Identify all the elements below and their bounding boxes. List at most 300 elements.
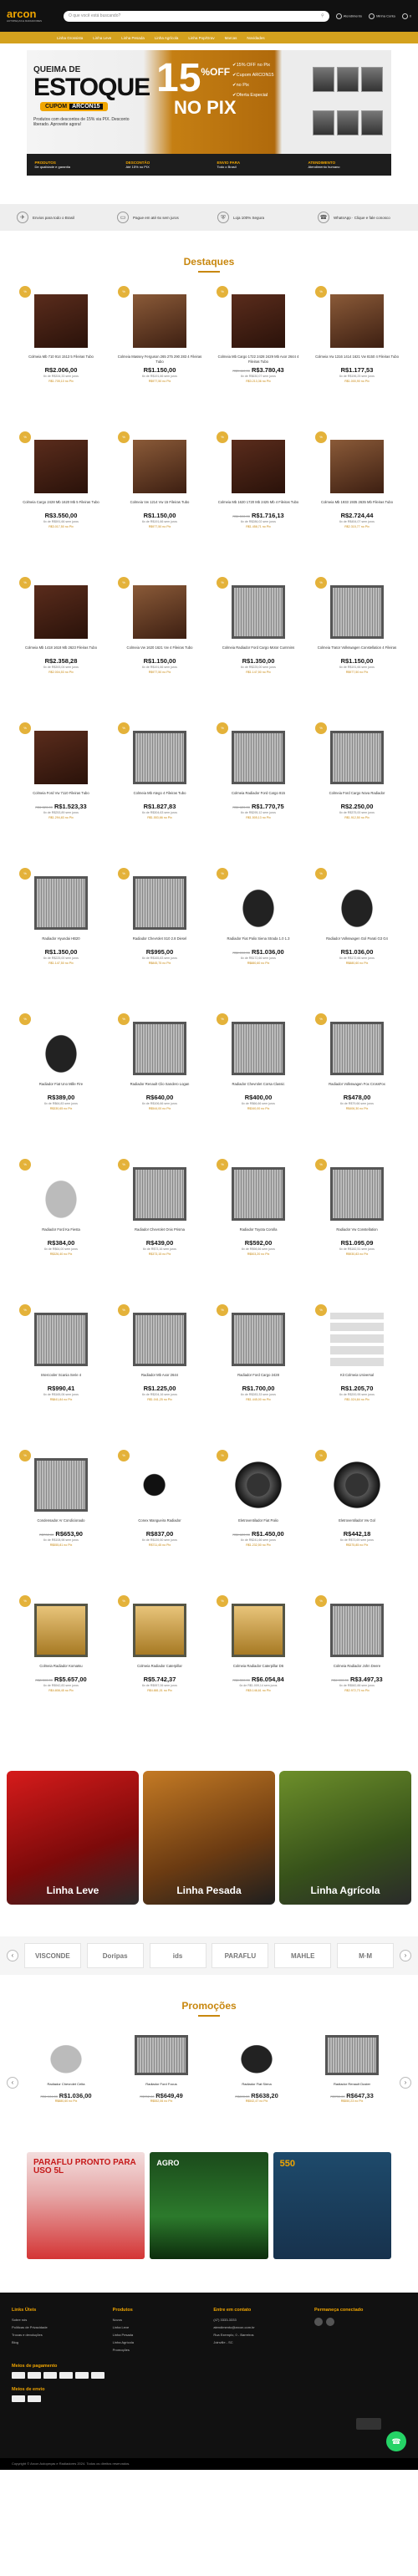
product-card[interactable]	[14, 574, 108, 719]
brand-logo[interactable]: ids	[150, 1943, 206, 1968]
discount-tag: %	[217, 722, 228, 734]
promo-card[interactable]	[120, 2027, 203, 2127]
product-name[interactable]: Radiador Toyota Corolla	[239, 1227, 278, 1232]
product-card[interactable]	[113, 719, 206, 865]
pix-price: R$2.315,77 no Pix	[344, 525, 370, 528]
product-name[interactable]: Radiador Volkswagen Gol Parati G3 G4	[326, 936, 388, 941]
product-image[interactable]	[330, 1022, 384, 1075]
footer-link[interactable]: Promoções	[112, 2348, 130, 2352]
discount-tag: %	[217, 431, 228, 443]
old-price: R$1.520,00	[35, 805, 53, 809]
hero-bullet: ✔ Cupom ARCON15	[232, 70, 274, 80]
product-card[interactable]	[113, 283, 206, 428]
product-card[interactable]	[310, 1446, 404, 1592]
footer-column	[12, 2308, 104, 2355]
old-price: R$4.900,00	[331, 1678, 349, 1682]
product-image[interactable]	[34, 731, 88, 784]
price: R$1.036,00	[59, 2092, 92, 2099]
ad-agro[interactable]: AGRO	[150, 2152, 268, 2259]
price: R$1.225,00	[143, 1385, 176, 1392]
price-row	[28, 2092, 104, 2099]
logo[interactable]: arcon AUTOPEÇAS E RADIADORES	[7, 8, 42, 23]
product-card[interactable]	[310, 1155, 404, 1301]
hero-banner[interactable]: QUEIMA DE ESTOQUE CUPOM ARCON15 Produtos com descontos de 15% via PIX. Desconto liberado. Aproveite agora! 15%OFF NO PIX ✔ 15% OFF no Pix ✔ Cupom ARCON15 ✔ no Pix ✔ Oferta Especial PRODUTOS De qualidade e garantia DESCONTÃO Até 15% no PIX ENVIO PARA Todo o Brasil ATENDIMENTO Atendimento humano	[27, 50, 391, 176]
product-image[interactable]	[133, 1313, 186, 1366]
product-image[interactable]	[232, 1167, 285, 1221]
product-image[interactable]	[232, 440, 285, 493]
product-image[interactable]	[330, 585, 384, 639]
product-card[interactable]	[212, 428, 305, 574]
product-name[interactable]: Conex Mangueira Radiador	[138, 1518, 181, 1523]
ad-550[interactable]: 550	[273, 2152, 391, 2259]
discount-tag: %	[118, 1159, 130, 1171]
price: R$2.358,28	[44, 657, 78, 665]
product-card[interactable]	[14, 1010, 108, 1155]
product-image[interactable]	[330, 1313, 384, 1366]
product-image[interactable]	[232, 1604, 285, 1657]
product-image[interactable]	[325, 2035, 379, 2075]
footer-link[interactable]: Joinville - SC	[213, 2340, 233, 2344]
product-name[interactable]: Radiador Renault Duster	[333, 2082, 371, 2086]
facebook-icon[interactable]	[314, 2318, 323, 2326]
installments: 6x de R$334,33 sem juros	[43, 375, 79, 378]
price: R$1.036,00	[340, 948, 374, 956]
product-name[interactable]: Colmeia Mb Atego 4 Fileiras Tubo	[133, 791, 186, 795]
next-arrow-icon[interactable]: ›	[400, 2077, 411, 2089]
pix-price: R$1.505,13 no Pix	[246, 816, 271, 819]
price-row	[116, 1676, 203, 1683]
product-image[interactable]	[232, 731, 285, 784]
pix-price: R$1.445,00 no Pix	[246, 1398, 271, 1401]
price-row	[314, 1094, 400, 1101]
product-card[interactable]	[310, 1301, 404, 1446]
feature-desc: Todo o Brasil	[217, 165, 237, 169]
brand-logo[interactable]: PARAFLU	[212, 1943, 268, 1968]
discount-tag: %	[217, 868, 228, 880]
installments: 6x de R$630,07 sem juros	[241, 375, 276, 378]
product-image[interactable]	[34, 1022, 88, 1075]
product-image[interactable]	[34, 294, 88, 348]
product-card[interactable]	[113, 1301, 206, 1446]
product-card[interactable]	[14, 428, 108, 574]
product-name[interactable]: Colmeia Mb 710 914 1513 5 Fileiras Tubo	[28, 355, 94, 359]
footer-link[interactable]: (47) 3333-3333	[213, 2318, 237, 2322]
old-price: R$1.090,00	[232, 951, 250, 955]
product-card[interactable]	[14, 1301, 108, 1446]
product-image[interactable]	[133, 1022, 186, 1075]
discount-tag: %	[118, 1450, 130, 1461]
product-name[interactable]: Colmeia Radiador Caterpillar	[137, 1664, 182, 1668]
shield-icon: ⛨	[217, 212, 229, 223]
search-icon[interactable]: ⚲	[320, 13, 324, 18]
price-row	[18, 1530, 104, 1538]
social-icons	[314, 2318, 406, 2326]
discount-tag: %	[19, 577, 31, 589]
product-image[interactable]	[34, 1313, 88, 1366]
product-name[interactable]: Colmeia Cargo 2428 Mb 1620 Mb 5 Fileiras Tubo	[23, 500, 99, 504]
service-link[interactable]: Atendimento	[336, 13, 362, 19]
product-image[interactable]	[133, 1458, 186, 1512]
price-row	[314, 948, 400, 956]
product-card[interactable]	[310, 865, 404, 1010]
headset-icon	[336, 13, 342, 19]
footer-link[interactable]: Linha Pesada	[112, 2333, 134, 2337]
installments: 6x de R$191,66 sem juros	[142, 375, 177, 378]
brand-logo[interactable]: MAHLE	[274, 1943, 331, 1968]
installments: 6x de R$66,66 sem juros	[242, 1102, 275, 1105]
product-image[interactable]	[34, 1604, 88, 1657]
old-price: R$1.104,00	[40, 2094, 59, 2099]
brand-logo[interactable]: VISCONDE	[24, 1943, 81, 1968]
product-image[interactable]	[330, 1604, 384, 1657]
nav-item[interactable]: Linha Grossista	[57, 35, 84, 40]
brand-logo[interactable]: Doripas	[87, 1943, 144, 1968]
product-name[interactable]: Colmeia Radiador Caterpillar D6	[232, 1664, 284, 1668]
hero-feature	[126, 161, 201, 169]
product-image[interactable]	[232, 585, 285, 639]
product-name[interactable]: Colmeia Vw 1316 1414 1621 Vw 8150 4 Fileiras Tubo	[315, 355, 399, 359]
price: R$2.006,00	[44, 366, 78, 374]
installments: 6x de R$283,33 sem juros	[241, 1393, 276, 1396]
instagram-icon[interactable]	[326, 2318, 334, 2326]
price: R$1.036,00	[251, 948, 284, 956]
installments: 6x de R$64,83 sem juros	[44, 1102, 78, 1105]
footer-link[interactable]: Linha Agrícola	[112, 2340, 135, 2344]
footer-link[interactable]: Trocas e devoluções	[12, 2333, 43, 2337]
discount-tag: %	[315, 868, 327, 880]
price: R$1.150,00	[143, 366, 176, 374]
feature-desc: De qualidade e garantia	[34, 165, 70, 169]
benefit-text: WhatsApp · Clique e fale conosco	[334, 215, 390, 220]
product-card[interactable]	[113, 865, 206, 1010]
product-image[interactable]	[330, 731, 384, 784]
pix-price: R$2.004,53 no Pix	[48, 671, 74, 674]
feature-desc: Até 15% no PIX	[125, 165, 150, 169]
product-name[interactable]: Radiador Ford Ka Fiesta	[42, 1227, 80, 1232]
promo-card[interactable]	[24, 2027, 108, 2127]
price: R$5.742,37	[143, 1676, 176, 1683]
account-link[interactable]: Minha Conta	[369, 13, 395, 19]
product-name[interactable]: Radiador Hyundai HB20	[42, 936, 80, 941]
product-name[interactable]: Radiador Chevrolet Onix Prisma	[134, 1227, 186, 1232]
product-image[interactable]	[135, 2035, 188, 2075]
product-name[interactable]: Colmeia Vw 1214 Vw 15 Fileiras Tubo	[130, 500, 190, 504]
price-row	[314, 1239, 400, 1247]
product-image[interactable]	[330, 1167, 384, 1221]
pix-price: R$1.024,84 no Pix	[344, 1398, 370, 1401]
product-name[interactable]: Colmeia Ford Vw 7110 Fileiras Tubo	[33, 791, 89, 795]
product-name[interactable]: Colmeia Radiador Ford Cargo 815	[231, 791, 285, 795]
section-title: Promoções	[181, 2000, 237, 2012]
divider	[198, 271, 220, 273]
product-name[interactable]: Colmeia Mb Cargo 1722 2428 2429 Mb Axor 2644 4 Fileiras Tubo	[217, 355, 299, 364]
line-pesada-card[interactable]: Linha Pesada	[143, 1771, 275, 1905]
discount-tag: %	[217, 577, 228, 589]
product-card[interactable]	[310, 719, 404, 865]
product-name[interactable]: Colmeia Radiador Komatsu	[39, 1664, 83, 1668]
price: R$5.657,00	[54, 1676, 87, 1683]
installments: 6x de R$106,66 sem juros	[142, 1102, 177, 1105]
product-card[interactable]	[212, 1301, 305, 1446]
line-leve-card[interactable]: Linha Leve	[7, 1771, 139, 1905]
hero-feature	[217, 161, 293, 169]
price: R$2.250,00	[340, 803, 374, 810]
product-image[interactable]	[34, 585, 88, 639]
feature-title: ATENDIMENTO	[308, 161, 336, 165]
hero-feature	[308, 161, 384, 169]
discount-tag: %	[315, 1159, 327, 1171]
product-image[interactable]	[232, 1313, 285, 1366]
product-card[interactable]	[14, 719, 108, 865]
price-row	[314, 2092, 390, 2099]
price-row	[215, 1385, 302, 1392]
product-card[interactable]	[113, 1010, 206, 1155]
footer-link[interactable]: Políticas de Privacidade	[12, 2325, 48, 2329]
brands-carousel	[0, 1936, 418, 1975]
product-name[interactable]: Colmeia Radiador Ford Cargo Motor Cummins	[222, 645, 295, 650]
nav-item[interactable]: Linha Leve	[93, 35, 112, 40]
price-row	[215, 803, 302, 810]
product-card[interactable]	[113, 1446, 206, 1592]
price: R$1.150,00	[143, 657, 176, 665]
discount-tag: %	[315, 431, 327, 443]
pix-price: R$3.213,36 no Pix	[246, 380, 271, 383]
product-card[interactable]	[113, 574, 206, 719]
product-image[interactable]	[133, 294, 186, 348]
product-image[interactable]	[34, 440, 88, 493]
discount-tag: %	[19, 722, 31, 734]
product-name[interactable]: Colmeia Ford Cargo Nova Radiador	[329, 791, 385, 795]
discount-tag: %	[217, 1450, 228, 1461]
prev-arrow-icon[interactable]: ‹	[7, 1950, 18, 1961]
price: R$478,00	[343, 1094, 371, 1101]
discount-tag: %	[217, 1304, 228, 1316]
price-row	[215, 657, 302, 665]
price: R$1.827,83	[143, 803, 176, 810]
product-image[interactable]	[133, 585, 186, 639]
price: R$3.497,33	[349, 1676, 383, 1683]
product-image[interactable]	[133, 876, 186, 930]
product-image[interactable]	[232, 1458, 285, 1512]
product-card[interactable]	[310, 574, 404, 719]
product-card[interactable]	[212, 574, 305, 719]
line-agricola-card[interactable]: Linha Agrícola	[279, 1771, 411, 1905]
discount-tag: %	[118, 1304, 130, 1316]
product-card[interactable]	[212, 283, 305, 428]
product-name[interactable]: Colmeia Mb 1933 1935 2635 Mb Fileiras Tubo	[321, 500, 393, 504]
discount-tag: %	[118, 577, 130, 589]
main-nav	[0, 32, 418, 43]
product-card[interactable]	[14, 1592, 108, 1737]
nav-item[interactable]: Linha Pop/Grav	[188, 35, 215, 40]
price-row	[314, 803, 400, 810]
product-name[interactable]: Colmeia Mb 1418 1618 Mb 2623 Fileiras Tubo	[25, 645, 97, 650]
discount-tag: %	[118, 431, 130, 443]
whatsapp-icon[interactable]: ☎	[386, 2431, 406, 2451]
product-card[interactable]	[113, 1155, 206, 1301]
product-card[interactable]	[113, 428, 206, 574]
product-name[interactable]: Radiador Chevrolet Corsa Classic	[232, 1082, 285, 1086]
product-name[interactable]: Radiador Chevrolet S10 2.8 Diesel	[132, 936, 187, 941]
pix-price: R$977,50 no Pix	[345, 671, 369, 674]
product-image[interactable]	[330, 1458, 384, 1512]
product-name[interactable]: Colmeia Radiador John Deere	[333, 1664, 381, 1668]
next-arrow-icon[interactable]: ›	[400, 1950, 411, 1961]
product-name[interactable]: Radiador Vw Constellation	[336, 1227, 378, 1232]
header	[0, 0, 418, 32]
product-image[interactable]	[133, 1167, 186, 1221]
price-row	[218, 2092, 295, 2099]
footer-link[interactable]: Sobre nós	[12, 2318, 28, 2322]
product-card[interactable]	[14, 283, 108, 428]
footer-link[interactable]: Novos	[112, 2318, 122, 2322]
product-name[interactable]: Radiador Volkswagen Fox CrossFox	[329, 1082, 385, 1086]
prev-arrow-icon[interactable]: ‹	[7, 2077, 18, 2089]
product-image[interactable]	[34, 1458, 88, 1512]
product-name[interactable]: Radiador Mb Axor 2644	[141, 1373, 178, 1377]
product-image[interactable]	[330, 876, 384, 930]
price: R$1.716,13	[251, 512, 284, 519]
price: R$1.150,00	[143, 512, 176, 519]
product-name[interactable]: Colmeia Vw 1620 1621 Vw 4 Fileiras Tubo	[126, 645, 193, 650]
product-image[interactable]	[232, 1022, 285, 1075]
price-row	[116, 948, 203, 956]
products-image	[313, 67, 386, 150]
brand-logo[interactable]: M·M	[337, 1943, 394, 1968]
product-card[interactable]	[310, 1010, 404, 1155]
product-image[interactable]	[330, 440, 384, 493]
price-row	[116, 1094, 203, 1101]
whatsapp-icon: ☎	[318, 212, 329, 223]
product-card[interactable]	[14, 865, 108, 1010]
hero-features	[27, 154, 391, 176]
product-name[interactable]: Radiador Ford Cargo 2428	[237, 1373, 279, 1377]
product-name[interactable]: Kit Colmeia Universal	[339, 1373, 375, 1377]
product-name[interactable]: Radiador Fiat Palio Siena Strada 1.0 1.3	[227, 936, 290, 941]
product-name[interactable]: Radiador Fiat Uno Mille Fire	[38, 1082, 84, 1086]
footer-link[interactable]: atendimento@arcon.com.br	[213, 2325, 255, 2329]
price: R$1.095,09	[340, 1239, 374, 1247]
price: R$653,90	[55, 1530, 83, 1538]
benefit-text: Loja 100% Segura	[233, 215, 265, 220]
installments: 6x de R$191,66 sem juros	[142, 520, 177, 523]
product-name[interactable]: Radiador Ford Focus	[145, 2082, 177, 2086]
price: R$1.177,53	[340, 366, 374, 374]
nav-item[interactable]: Novidades	[247, 35, 265, 40]
product-name[interactable]: Eletroventilador Vw Gol	[339, 1518, 375, 1523]
product-image[interactable]	[330, 294, 384, 348]
price-row	[314, 1530, 400, 1538]
product-name[interactable]: Eletroventilador Fiat Palio	[238, 1518, 278, 1523]
pix-price: R$1.041,25 no Pix	[147, 1398, 172, 1401]
product-card[interactable]	[212, 1592, 305, 1737]
product-image[interactable]	[39, 2035, 93, 2075]
product-card[interactable]	[212, 865, 305, 1010]
installments: 6x de R$225,00 sem juros	[43, 956, 79, 960]
installments: 6x de R$286,02 sem juros	[241, 520, 276, 523]
promo-card[interactable]	[215, 2027, 298, 2127]
product-card[interactable]	[212, 719, 305, 865]
price-row	[314, 1385, 400, 1392]
benefit-item	[17, 212, 100, 223]
product-card[interactable]	[212, 1446, 305, 1592]
pix-price: R$930,83 no Pix	[345, 1252, 369, 1256]
footer-link[interactable]: Rua Exemplo, 0 - Barreiros	[213, 2333, 254, 2337]
price: R$6.054,84	[251, 1676, 284, 1683]
product-image[interactable]	[133, 440, 186, 493]
product-card[interactable]	[310, 428, 404, 574]
old-price: R$730,00	[330, 2094, 345, 2099]
price-row	[116, 512, 203, 519]
product-card[interactable]	[310, 283, 404, 428]
pix-price: R$841,84 no Pix	[49, 1398, 73, 1401]
pix-price: R$1.000,90 no Pix	[344, 380, 370, 383]
product-image[interactable]	[232, 876, 285, 930]
product-name[interactable]: Intercooler Scania Serie 4	[40, 1373, 82, 1377]
product-card[interactable]	[212, 1010, 305, 1155]
product-name[interactable]: Colmeia Trator Volkswagen Constellation 4 Fileiras	[317, 645, 397, 650]
product-image[interactable]	[232, 294, 285, 348]
footer-link[interactable]: Blog	[12, 2340, 19, 2344]
product-image[interactable]	[133, 731, 186, 784]
promo-card[interactable]	[310, 2027, 394, 2127]
nav-item[interactable]: Linha Agrícola	[154, 35, 179, 40]
product-card[interactable]	[14, 1155, 108, 1301]
installments: 6x de R$182,51 sem juros	[339, 1247, 375, 1251]
product-name[interactable]: Radiador Chevrolet Celta	[47, 2082, 85, 2086]
price-row	[18, 1094, 104, 1101]
payment-icons	[12, 2372, 406, 2379]
product-card[interactable]	[212, 1155, 305, 1301]
footer-heading: Permaneça conectado	[314, 2308, 364, 2313]
price: R$647,33	[346, 2092, 374, 2099]
nav-item[interactable]: Linha Pesada	[121, 35, 145, 40]
product-card[interactable]	[113, 1592, 206, 1737]
footer-heading: Links Úteis	[12, 2308, 37, 2313]
installments: 6x de R$454,07 sem juros	[339, 520, 375, 523]
price: R$3.780,43	[251, 366, 284, 374]
product-name[interactable]: Condensador Ar Condicionado	[37, 1518, 85, 1523]
product-image[interactable]	[34, 876, 88, 930]
product-image[interactable]	[34, 1167, 88, 1221]
product-name[interactable]: Radiador Renault Clio Sandero Logan	[130, 1082, 190, 1086]
pix-price: R$880,60 no Pix	[345, 962, 369, 965]
price-row	[18, 948, 104, 956]
footer-link[interactable]: Linha Leve	[112, 2325, 130, 2329]
price-row	[18, 1239, 104, 1247]
price-row	[215, 1239, 302, 1247]
discount-tag: %	[118, 1013, 130, 1025]
product-name[interactable]: Colmeia Massey Ferguson 265 275 290 283 4 Fileiras Tubo	[117, 355, 202, 364]
installments: 6x de R$200,95 sem juros	[339, 1393, 375, 1396]
shipping-icons	[12, 2395, 406, 2402]
pix-price: R$1.705,10 no Pix	[48, 380, 74, 383]
price-row	[18, 657, 104, 665]
product-image[interactable]	[230, 2035, 283, 2075]
benefit-text: Pague em até 6x sem juros	[133, 215, 179, 220]
installments: 6x de R$582,88 sem juros	[339, 1684, 375, 1687]
product-card[interactable]	[310, 1592, 404, 1737]
ad-paraflu[interactable]: PARAFLU PRONTO PARA USO 5L	[27, 2152, 145, 2259]
search-input[interactable]: O que você está buscando? ⚲	[64, 11, 329, 22]
product-card[interactable]	[14, 1446, 108, 1592]
product-name[interactable]: Colmeia Mb 1620 1720 Mb 2425 Mb 4 Fileiras Tubo	[217, 500, 299, 504]
nav-item[interactable]: Marcas	[224, 35, 237, 40]
pix-price: R$977,50 no Pix	[148, 671, 171, 674]
cart-button[interactable]: 0	[402, 13, 411, 19]
product-name[interactable]: Radiador Fiat Siena	[242, 2082, 272, 2086]
product-image[interactable]	[133, 1604, 186, 1657]
